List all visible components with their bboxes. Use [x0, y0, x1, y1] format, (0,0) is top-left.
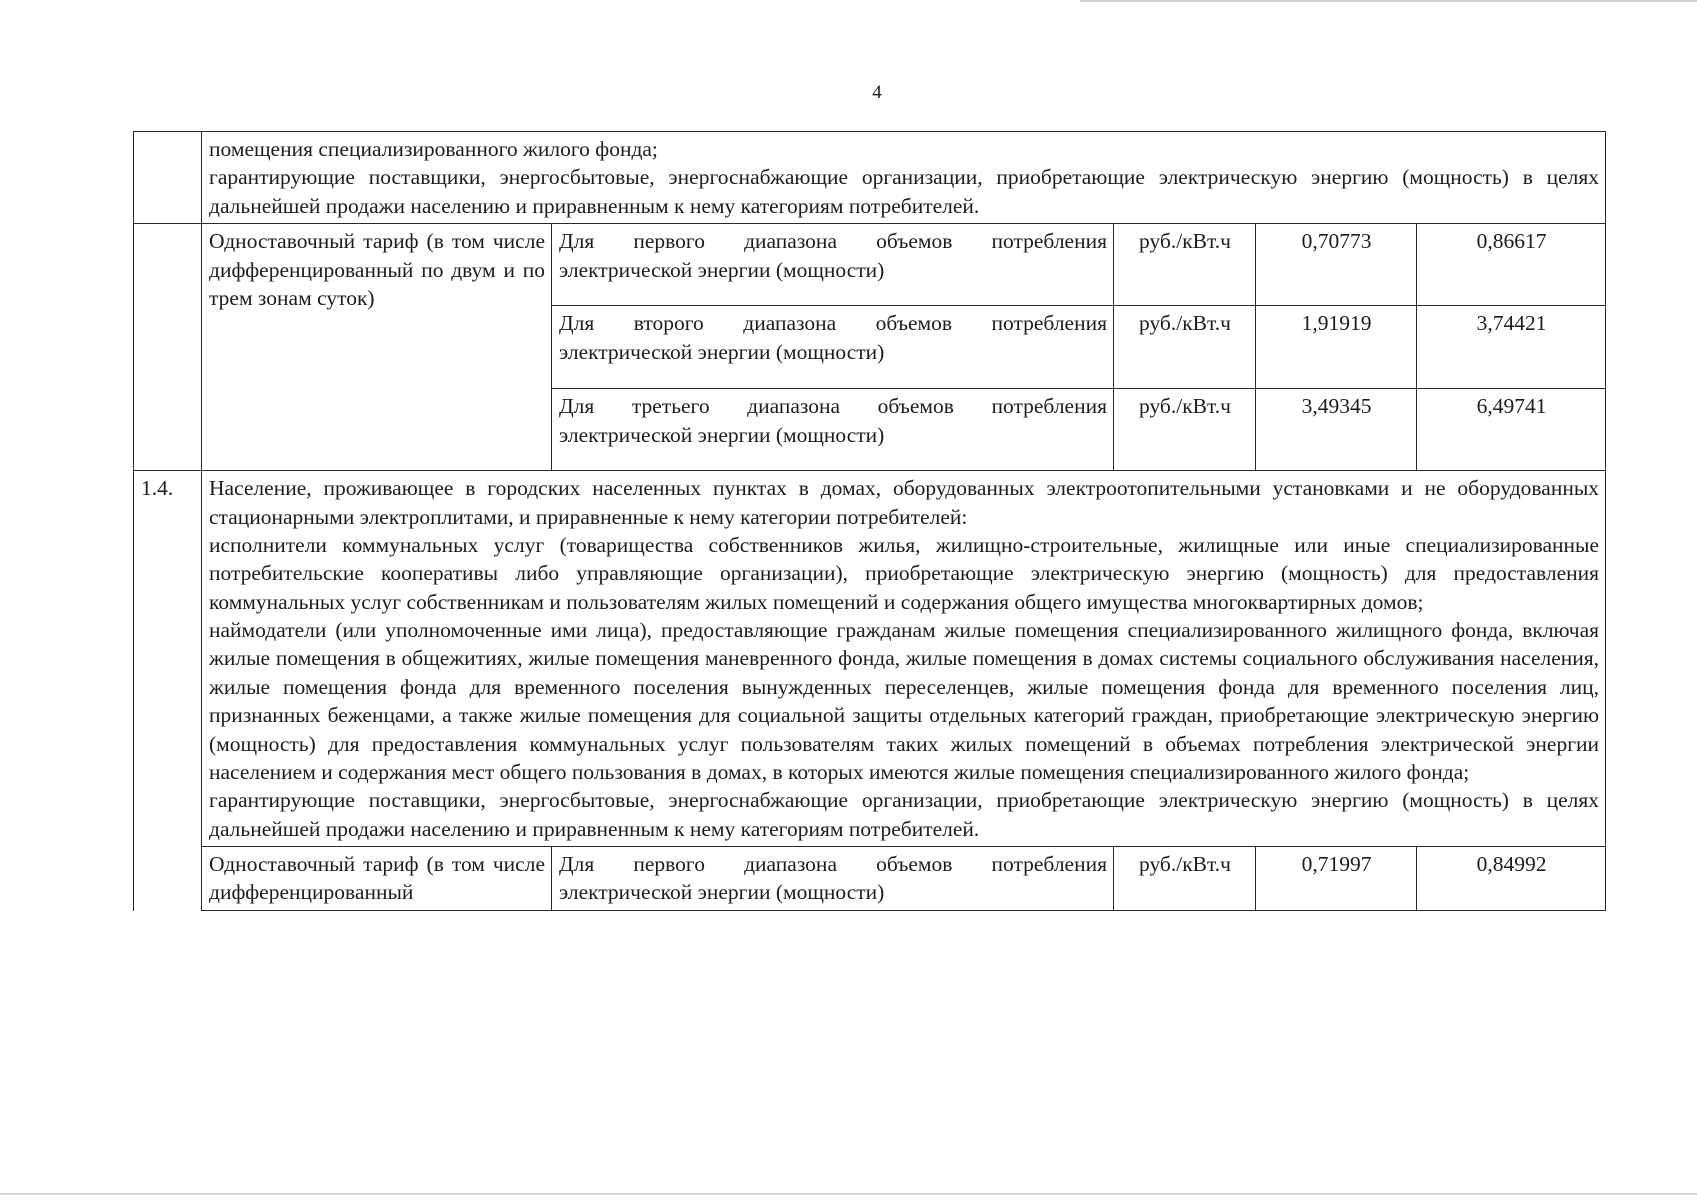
table-row: [134, 847, 1606, 911]
value-cell-second-half: 3,74421: [1417, 306, 1606, 389]
consumer-category-description: [202, 471, 1606, 847]
number-cell-empty: [134, 224, 202, 471]
tariff-label-text: Одноставочный тариф (в том числе дифференцированный: [209, 852, 545, 905]
consumption-range-cell: Для первого диапазона объемов потребления электрической энергии (мощности): [552, 224, 1114, 306]
description-paragraph: наймодатели (или уполномоченные ими лица), предоставляющие гражданам жилые помещения специализированного жилищного фонда, включая жилые помещения в общежитиях, жилые помещения маневренного фонда, жилые помещения в домах системы социального обслуживания населения, жилые помещения фонда для временного поселения вынужденных переселенцев, жилые помещения фонда для временного поселения лиц, признанных беженцами, а также жилые помещения для социальной защиты отдельных категорий граждан, приобретающие электрическую энергию (мощность) для предоставления коммунальных услуг пользователям таких жилых помещений в объемах потребления электрической энергии населением и содержания мест общего пользования в домах, в которых имеются жилые помещения специализированного жилого фонда;: [209, 618, 1600, 784]
scan-edge-bottom: [0, 1193, 1697, 1195]
item-number-cell: 1.4.: [134, 471, 202, 911]
unit-cell: руб./кВт.ч: [1114, 306, 1256, 389]
tariff-label-cell: Одноставочный тариф (в том числе дифференцированный по двум и по трем зонам суток): [202, 224, 552, 471]
description-paragraph: исполнители коммунальных услуг (товарищества собственников жилья, жилищно-строительные, жилищные или иные специализированные потребительские кооперативы либо управляющие организации), приобретающие электрическую энергию (мощность) для предоставления коммунальных услуг собственникам и пользователям жилых помещений и содержания общего имущества многоквартирных домов;: [209, 532, 1600, 614]
table-row: [134, 132, 1606, 224]
consumer-category-description: [202, 132, 1606, 224]
page-number: 4: [872, 82, 882, 103]
unit-cell: руб./кВт.ч: [1114, 389, 1256, 471]
consumption-range-cell: Для второго диапазона объемов потребления электрической энергии (мощности): [552, 306, 1114, 389]
value-cell-second-half: 0,84992: [1417, 847, 1606, 911]
value-cell-first-half: 0,71997: [1256, 847, 1417, 911]
value-cell-second-half: 6,49741: [1417, 389, 1606, 471]
consumption-range-cell: Для третьего диапазона объемов потребления электрической энергии (мощности): [552, 389, 1114, 471]
consumption-range-cell: Для первого диапазона объемов потребления электрической энергии (мощности): [552, 847, 1114, 911]
value-cell-first-half: 0,70773: [1256, 224, 1417, 306]
table-row: [134, 471, 1606, 847]
tariff-label-cell: [202, 847, 552, 911]
number-cell-empty: [134, 132, 202, 224]
unit-cell: руб./кВт.ч: [1114, 224, 1256, 306]
scan-edge-top: [1080, 0, 1697, 2]
value-cell-first-half: 3,49345: [1256, 389, 1417, 471]
unit-cell: руб./кВт.ч: [1114, 847, 1256, 911]
description-paragraph: гарантирующие поставщики, энергосбытовые, энергоснабжающие организации, приобретающие электрическую энергию (мощность) в целях дальнейшей продажи населению и приравненным к нему категориям потребителей.: [209, 788, 1600, 841]
value-cell-first-half: 1,91919: [1256, 306, 1417, 389]
value-cell-second-half: 0,86617: [1417, 224, 1606, 306]
description-paragraph: гарантирующие поставщики, энергосбытовые, энергоснабжающие организации, приобретающие электрическую энергию (мощность) в целях дальнейшей продажи населению и приравненным к нему категориям потребителей.: [209, 165, 1600, 218]
tariff-table: [133, 131, 1606, 911]
description-paragraph: Население, проживающее в городских населенных пунктах в домах, оборудованных электроотопительными установками и не оборудованных стационарными электроплитами, и приравненные к нему категории потребителей:: [209, 476, 1600, 529]
table-row: [134, 224, 1606, 306]
description-paragraph: помещения специализированного жилого фонда;: [209, 137, 658, 161]
